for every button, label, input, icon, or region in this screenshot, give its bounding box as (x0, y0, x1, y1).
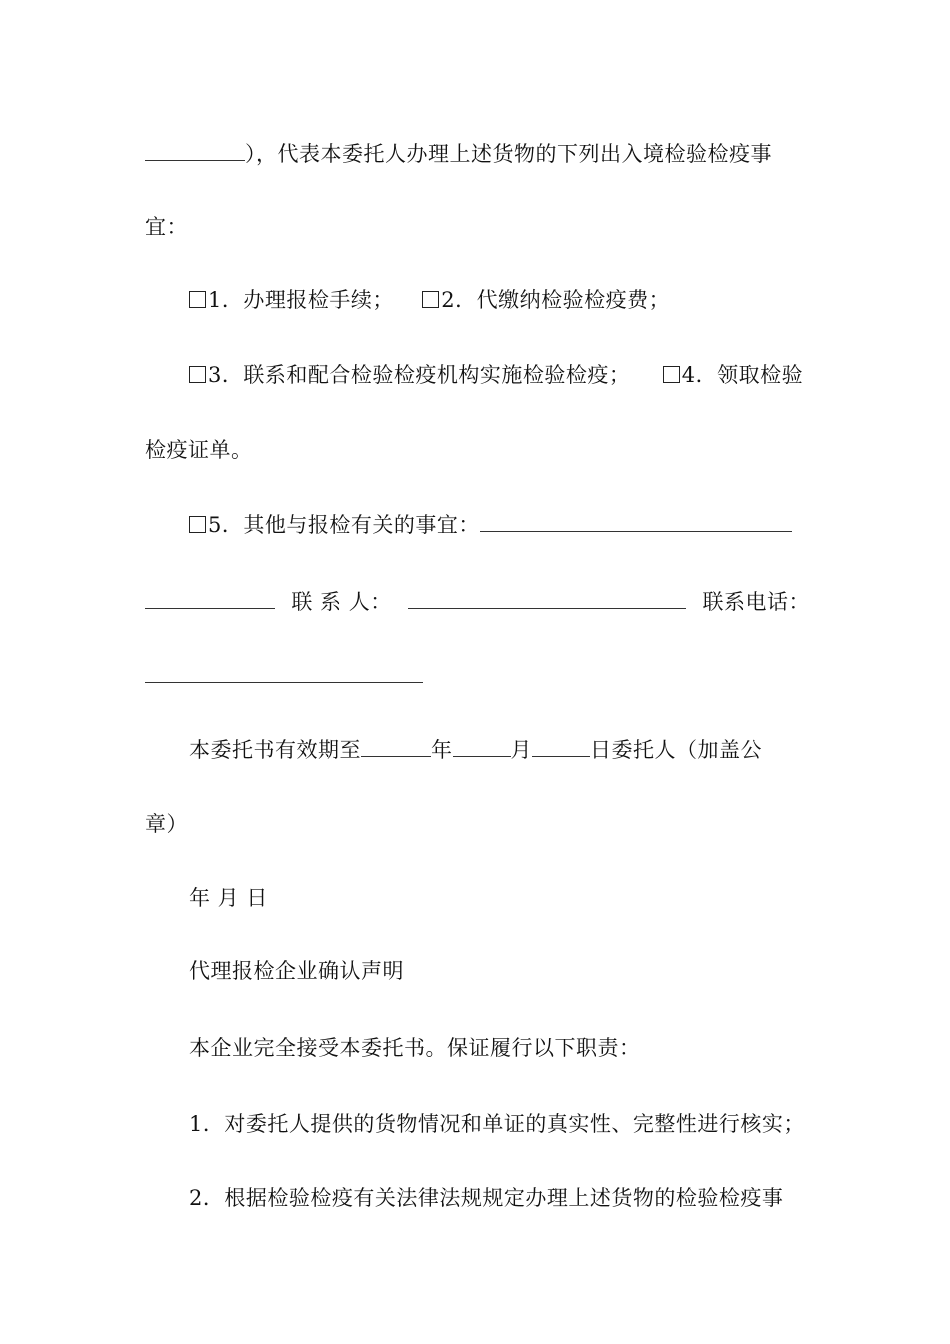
option-4-continued: 检疫证单。 (145, 438, 253, 462)
year-label: 年 (431, 738, 453, 762)
validity-line (189, 734, 810, 765)
checkbox-icon[interactable] (189, 516, 206, 533)
options-row-1 (189, 285, 810, 315)
year-field[interactable] (361, 734, 431, 757)
section-heading: 代理报检企业确认声明 (189, 959, 404, 983)
option-5-label: 5．其他与报检有关的事宜： (208, 513, 480, 537)
other-matters-field-cont[interactable] (145, 586, 275, 609)
options-row-2 (189, 360, 810, 390)
option-2-label: 2．代缴纳检验检疫费； (441, 288, 671, 312)
contact-row (145, 586, 810, 617)
day-suffix: 日委托人（加盖公 (590, 738, 762, 762)
option-4-label: 4．领取检验 (681, 363, 804, 387)
acceptance-statement: 本企业完全接受本委托书。保证履行以下职责： (189, 1036, 641, 1060)
phone-row (145, 660, 810, 691)
delegation-line-end: 宜： (145, 215, 188, 239)
date-line: 年 月 日 (189, 886, 268, 910)
option-1-label: 1．办理报检手续； (208, 288, 394, 312)
option-3-label: 3．联系和配合检验检疫机构实施检验检疫； (208, 363, 631, 387)
month-field[interactable] (453, 734, 511, 757)
seal-line: 章） (145, 812, 188, 836)
contact-phone-field[interactable] (145, 660, 423, 683)
delegation-text: ），代表本委托人办理上述货物的下列出入境检验检疫事 (245, 142, 772, 166)
options-row-3 (189, 509, 810, 540)
other-matters-field[interactable] (480, 509, 792, 532)
duty-item-1: 1．对委托人提供的货物情况和单证的真实性、完整性进行核实； (189, 1112, 805, 1136)
delegation-line (145, 138, 810, 169)
checkbox-icon[interactable] (189, 366, 206, 383)
checkbox-icon[interactable] (189, 291, 206, 308)
blank-field (145, 138, 245, 161)
duty-item-2: 2．根据检验检疫有关法律法规规定办理上述货物的检验检疫事 (189, 1186, 784, 1210)
checkbox-icon[interactable] (422, 291, 439, 308)
contact-person-label: 联 系 人： (291, 590, 392, 614)
checkbox-icon[interactable] (663, 366, 680, 383)
contact-person-field[interactable] (408, 586, 686, 609)
validity-prefix: 本委托书有效期至 (189, 738, 361, 762)
contact-phone-label: 联系电话： (702, 590, 810, 614)
day-field[interactable] (532, 734, 590, 757)
month-label: 月 (510, 738, 532, 762)
